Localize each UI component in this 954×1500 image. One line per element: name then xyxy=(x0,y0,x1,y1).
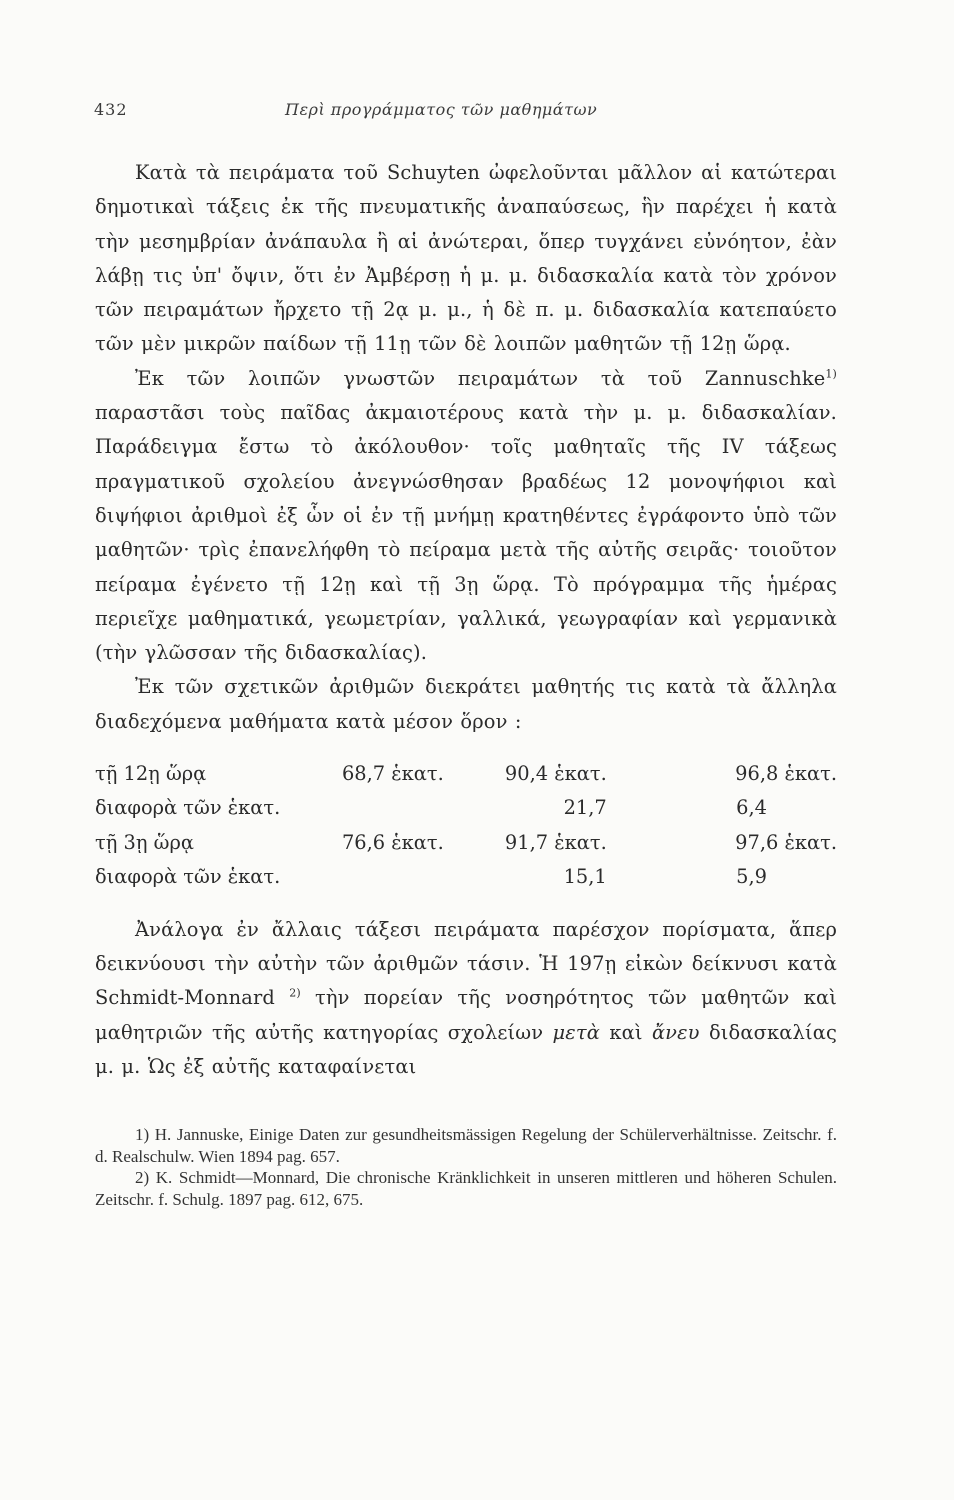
row-label: τῇ 3ῃ ὥρᾳ xyxy=(95,830,194,854)
analogous-part1: Ἀνάλογα ἐν ἄλλαις τάξεσι πειράματα παρέσχον πορίσματα, ἅπερ δεικνύουσι τὴν αὐτὴν τῶν ἀριθμῶν τάσιν. Ἡ 197ῃ εἰκὼν δείκνυσι κατὰ Schmidt-Monnard xyxy=(95,917,837,1010)
body-text xyxy=(95,156,837,739)
value-cell: 6,4 xyxy=(736,796,767,820)
value-cell: 5,9 xyxy=(736,865,767,889)
value-cell: 68,7 ἑκατ. xyxy=(341,762,444,786)
running-head xyxy=(95,96,837,126)
value-cell: 91,7 ἑκατ. xyxy=(504,830,607,854)
paragraph-zannuschke-rest: παραστᾶσι τοὺς παῖδας ἀκμαιοτέρους κατὰ τὴν μ. μ. διδασκαλίαν. Παράδειγμα ἔστω τὸ ἀκόλουθον· τοῖς μαθηταῖς τῆς IV τάξεως πραγματικοῦ σχολείου ἀνεγνώσθησαν βραδέως 12 μονοψήφιοι καὶ διψήφιοι ἀριθμοὶ ἐξ ὧν οἱ ἐν τῇ μνήμῃ κρατηθέντες ἐγράφοντο ὑπὸ τῶν μαθητῶν· τρὶς ἐπανελήφθη τὸ πείραμα μετὰ τῆς αὐτῆς σειρᾶς· τοιοῦτον πείραμα ἐγένετο τῇ 12ῃ καὶ τῇ 3ῃ ὥρᾳ. Τὸ πρόγραμμα τῆς ἡμέρας περιεῖχε μαθηματικά, γεωμετρίαν, γαλλικά, γεωγραφίαν καὶ γερμανικὰ (τὴν γλῶσσαν τῆς διδασκαλίας). xyxy=(95,401,837,665)
value-cell xyxy=(320,791,444,825)
paragraph-zannuschke xyxy=(95,362,837,671)
footnote-ref-1: 1) xyxy=(825,367,837,381)
value-cell xyxy=(320,860,444,894)
running-title: Περὶ προγράμματος τῶν μαθημάτων xyxy=(285,100,598,119)
value-cell: 15,1 xyxy=(563,865,607,889)
footnote-ref-2: 2) xyxy=(289,986,301,1000)
value-cell: 90,4 ἑκατ. xyxy=(504,762,607,786)
table-row xyxy=(95,791,837,825)
results-table xyxy=(95,757,837,895)
page-number: 432 xyxy=(94,100,128,119)
footnote-2: 2) K. Schmidt—Monnard, Die chronische Kränklichkeit in unseren mittleren und höheren Schulen. Zeitschr. f. Schulg. 1897 pag. 612, 675. xyxy=(95,1168,837,1209)
body-text-continued xyxy=(95,913,837,1084)
analogous-part3: διδασκαλίας μ. μ. Ὡς ἐξ αὐτῆς καταφαίνεται xyxy=(95,1020,837,1078)
table-row xyxy=(95,826,837,860)
paragraph-analogous xyxy=(95,913,837,1084)
table-row xyxy=(95,860,837,894)
value-cell: 76,6 ἑκατ. xyxy=(341,830,444,854)
value-cell: 97,6 ἑκατ. xyxy=(735,830,837,854)
paragraph-zannuschke-lead: Ἐκ τῶν λοιπῶν γνωστῶν πειραμάτων τὰ τοῦ Zannuschke xyxy=(135,366,826,390)
value-cell: 96,8 ἑκατ. xyxy=(735,762,837,786)
paragraph-average: Ἐκ τῶν σχετικῶν ἀριθμῶν διεκράτει μαθητής τις κατὰ τὰ ἄλληλα διαδεχόμενα μαθήματα κατὰ μέσον ὅρον : xyxy=(95,675,837,733)
value-cell: 21,7 xyxy=(563,796,607,820)
analogous-part2: τὴν πορείαν τῆς νοσηρότητος τῶν μαθητῶν καὶ μαθητριῶν τῆς αὐτῆς κατηγορίας σχολείων xyxy=(95,986,837,1044)
row-label: τῇ 12ῃ ὥρᾳ xyxy=(95,762,207,786)
book-page xyxy=(95,96,837,1210)
italic-with: μετὰ xyxy=(552,1020,600,1044)
paragraph-schuyten: Κατὰ τὰ πειράματα τοῦ Schuyten ὠφελοῦνται μᾶλλον αἱ κατώτεραι δημοτικαὶ τάξεις ἐκ τῆς πνευματικῆς ἀναπαύσεως, ἣν παρέχει ἡ κατὰ τὴν μεσημβρίαν ἀνάπαυλα ἢ αἱ ἀνώτεραι, ὅπερ τυγχάνει εὐνόητον, ἐὰν λάβῃ τις ὑπ' ὄψιν, ὅτι ἐν Ἀμβέρσῃ ἡ μ. μ. διδασκαλία κατὰ τὸν χρόνον τῶν πειραμάτων ἤρχετο τῇ 2ᾳ μ. μ., ἡ δὲ π. μ. διδασκαλία κατεπαύετο τῶν μὲν μικρῶν παίδων τῇ 11ῃ τῶν δὲ λοιπῶν μαθητῶν τῇ 12ῃ ὥρᾳ. xyxy=(95,161,837,356)
row-label: διαφορὰ τῶν ἑκατ. xyxy=(95,865,281,889)
italic-without: ἄνευ xyxy=(651,1020,700,1044)
footnotes xyxy=(95,1124,837,1210)
row-label: διαφορὰ τῶν ἑκατ. xyxy=(95,796,281,820)
table-row xyxy=(95,757,837,791)
footnote-1: 1) H. Jannuske, Einige Daten zur gesundheitsmässigen Regelung der Schülerverhältnisse. Zeitschr. f. d. Realschulw. Wien 1894 pag. 657. xyxy=(95,1125,837,1166)
analogous-and: καὶ xyxy=(609,1020,643,1044)
